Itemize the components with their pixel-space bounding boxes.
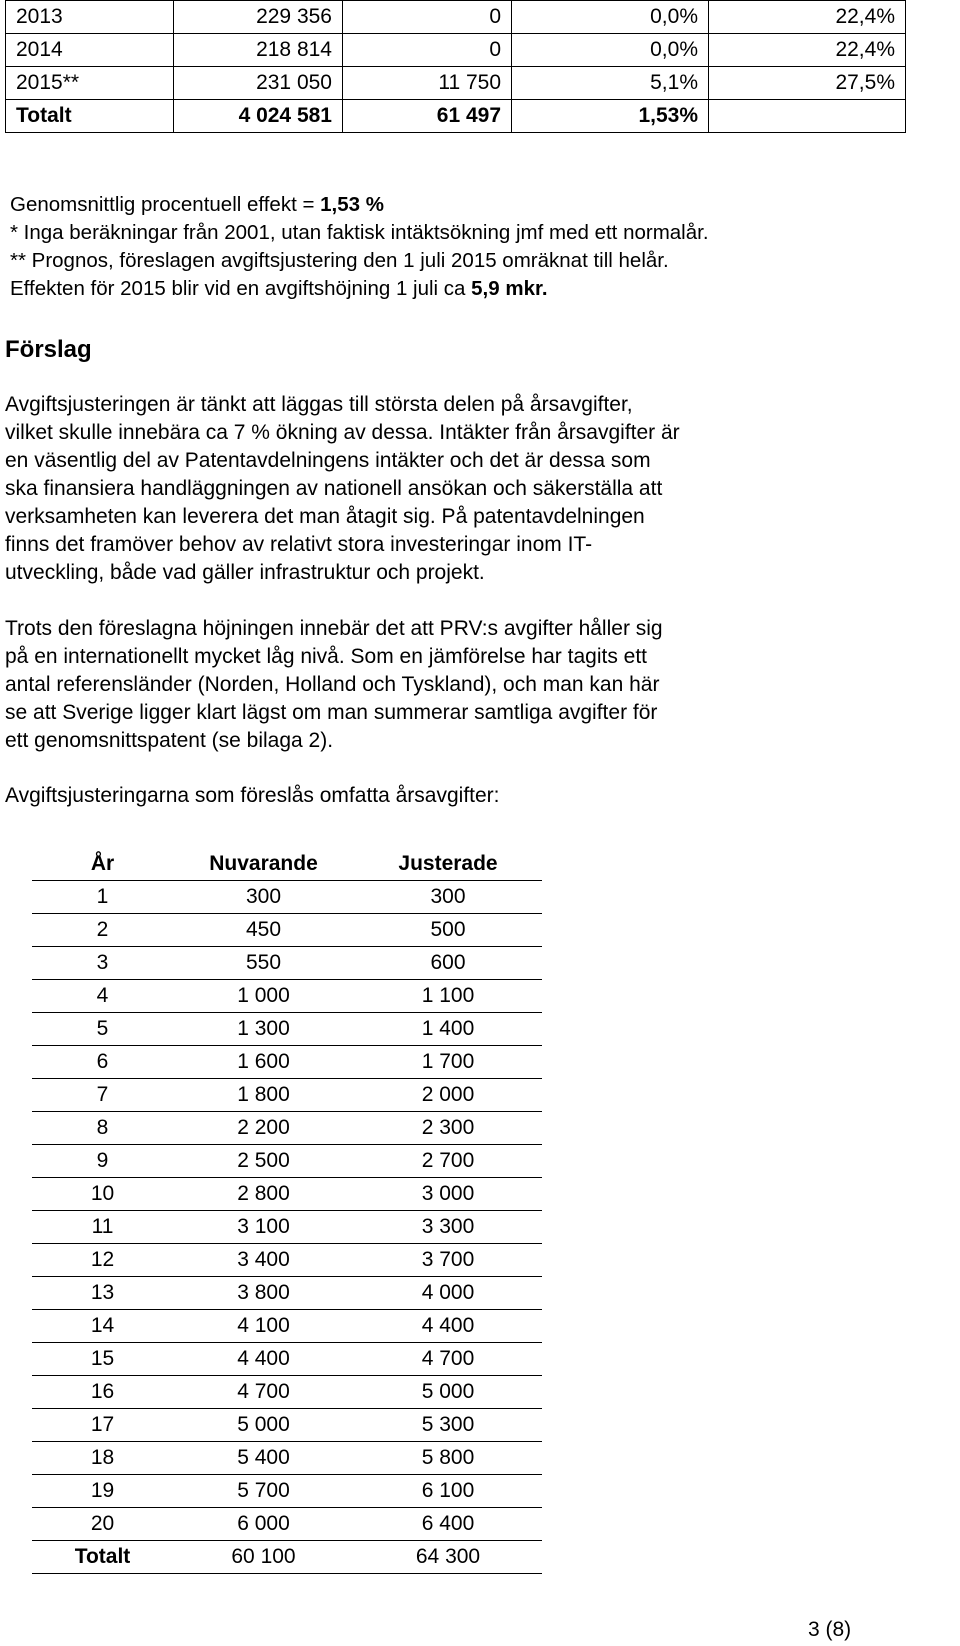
table-row: [32, 1079, 542, 1112]
table-cell: Totalt: [6, 100, 174, 133]
table-cell: 27,5%: [709, 67, 906, 100]
table-row: [32, 1343, 542, 1376]
table-cell: 22,4%: [709, 1, 906, 34]
table-cell: 6 100: [354, 1475, 542, 1508]
table-cell: 4 024 581: [174, 100, 343, 133]
table-cell: 6 400: [354, 1508, 542, 1541]
paragraph-line: finns det framöver behov av relativt stora investeringar inom IT-: [5, 533, 593, 556]
table-cell: 0: [343, 34, 512, 67]
table-cell: 3 800: [173, 1277, 354, 1310]
table-cell: 2 000: [354, 1079, 542, 1112]
effect-value: 5,9 mkr.: [471, 277, 548, 300]
table-cell: 1 300: [173, 1013, 354, 1046]
table-cell: 13: [32, 1277, 173, 1310]
table-row: [6, 67, 906, 100]
table-cell: 3 400: [173, 1244, 354, 1277]
table-cell: 3 000: [354, 1178, 542, 1211]
table-cell: 2015**: [6, 67, 174, 100]
table-cell: 1 400: [354, 1013, 542, 1046]
paragraph-line: se att Sverige ligger klart lägst om man summerar samtliga avgifter för: [5, 701, 658, 724]
table-row: [32, 1277, 542, 1310]
table-cell: 11: [32, 1211, 173, 1244]
table-row: [32, 1145, 542, 1178]
table-row: [32, 1409, 542, 1442]
table-cell: 6: [32, 1046, 173, 1079]
table-cell: 550: [173, 947, 354, 980]
paragraph-1: [5, 391, 755, 587]
paragraph-line: Avgiftsjusteringen är tänkt att läggas till största delen på årsavgifter,: [5, 393, 633, 416]
table-cell: 5 400: [173, 1442, 354, 1475]
table-row: [32, 1211, 542, 1244]
table-cell: 5 300: [354, 1409, 542, 1442]
table-cell: 22,4%: [709, 34, 906, 67]
table-cell: 2 800: [173, 1178, 354, 1211]
table-cell: 1 100: [354, 980, 542, 1013]
table-cell: 4: [32, 980, 173, 1013]
paragraph-3: [5, 782, 755, 810]
table-row: [32, 914, 542, 947]
table-cell: 1 700: [354, 1046, 542, 1079]
table-cell: 14: [32, 1310, 173, 1343]
table-row: [6, 34, 906, 67]
table-cell: 5: [32, 1013, 173, 1046]
table-cell: 300: [354, 881, 542, 914]
average-effect-value: 1,53 %: [320, 193, 384, 216]
table-cell: 1,53%: [512, 100, 709, 133]
table-cell: 5 000: [354, 1376, 542, 1409]
table-cell: 600: [354, 947, 542, 980]
table-cell: 0,0%: [512, 1, 709, 34]
paragraph-2: [5, 615, 755, 755]
table-cell: 20: [32, 1508, 173, 1541]
table-cell: 450: [173, 914, 354, 947]
table-cell: [709, 100, 906, 133]
table-total-row: [32, 1541, 542, 1574]
paragraph-line: ska finansiera handläggningen av nationell ansökan och säkerställa att: [5, 477, 663, 500]
table-cell: 2013: [6, 1, 174, 34]
table-cell: 15: [32, 1343, 173, 1376]
table-cell: 2: [32, 914, 173, 947]
average-effect-line: [10, 191, 709, 219]
paragraph-line: ett genomsnittspatent (se bilaga 2).: [5, 729, 334, 752]
table-cell: 10: [32, 1178, 173, 1211]
table-cell: 5 000: [173, 1409, 354, 1442]
table-cell: 2 500: [173, 1145, 354, 1178]
table-cell: 3 700: [354, 1244, 542, 1277]
table-row: [32, 1310, 542, 1343]
table-cell: 1 800: [173, 1079, 354, 1112]
header-current: Nuvarande: [173, 838, 354, 881]
table-cell: 4 400: [354, 1310, 542, 1343]
table-cell: 64 300: [354, 1541, 542, 1574]
table-row: [32, 1112, 542, 1145]
table-row: [32, 1013, 542, 1046]
table-cell: 3 100: [173, 1211, 354, 1244]
table-cell: 1 600: [173, 1046, 354, 1079]
table-cell: 2 300: [354, 1112, 542, 1145]
header-year: År: [32, 838, 173, 881]
table-row: [32, 1046, 542, 1079]
table-cell: 2 200: [173, 1112, 354, 1145]
table-cell: 0: [343, 1, 512, 34]
table-row: [32, 947, 542, 980]
table-cell: 11 750: [343, 67, 512, 100]
revenue-effect-table: [5, 0, 906, 133]
paragraph-line: på en internationellt mycket låg nivå. Som en jämförelse har tagits ett: [5, 645, 647, 668]
table-cell: 4 700: [354, 1343, 542, 1376]
table-row: [6, 100, 906, 133]
table-cell: 229 356: [174, 1, 343, 34]
table-row: [6, 1, 906, 34]
paragraph-line: Trots den föreslagna höjningen innebär det att PRV:s avgifter håller sig: [5, 617, 663, 640]
table-row: [32, 980, 542, 1013]
table-row: [32, 1244, 542, 1277]
table-row: [32, 1376, 542, 1409]
table-cell: 7: [32, 1079, 173, 1112]
table-cell: 60 100: [173, 1541, 354, 1574]
paragraph-line: antal referensländer (Norden, Holland och Tyskland), och man kan här: [5, 673, 660, 696]
table-cell: Totalt: [32, 1541, 173, 1574]
table-row: [32, 881, 542, 914]
table-cell: 1: [32, 881, 173, 914]
table-cell: 5 700: [173, 1475, 354, 1508]
table-cell: 2 700: [354, 1145, 542, 1178]
table-cell: 0,0%: [512, 34, 709, 67]
table-row: [32, 1508, 542, 1541]
table-cell: 300: [173, 881, 354, 914]
annual-fee-table: [32, 838, 542, 1574]
table-cell: 3: [32, 947, 173, 980]
table-cell: 4 400: [173, 1343, 354, 1376]
table-cell: 17: [32, 1409, 173, 1442]
table-cell: 9: [32, 1145, 173, 1178]
footnote-2: ** Prognos, föreslagen avgiftsjustering den 1 juli 2015 omräknat till helår.: [10, 249, 669, 272]
table-cell: 12: [32, 1244, 173, 1277]
paragraph-line: utveckling, både vad gäller infrastruktur och projekt.: [5, 561, 485, 584]
table-cell: 218 814: [174, 34, 343, 67]
paragraph-line: verksamheten kan leverera det man åtagit sig. På patentavdelningen: [5, 505, 645, 528]
table-cell: 6 000: [173, 1508, 354, 1541]
notes-block: [10, 191, 709, 303]
average-effect-label: Genomsnittlig procentuell effekt =: [10, 193, 321, 216]
fee-table-header-row: [32, 838, 542, 881]
table-cell: 5 800: [354, 1442, 542, 1475]
table-cell: 4 100: [173, 1310, 354, 1343]
table-cell: 231 050: [174, 67, 343, 100]
effect-line: [10, 275, 709, 303]
table-cell: 8: [32, 1112, 173, 1145]
footnote-1: * Inga beräkningar från 2001, utan faktisk intäktsökning jmf med ett normalår.: [10, 221, 709, 244]
table-cell: 500: [354, 914, 542, 947]
section-heading: Förslag: [5, 336, 92, 363]
table-cell: 19: [32, 1475, 173, 1508]
paragraph-line: vilket skulle innebära ca 7 % ökning av dessa. Intäkter från årsavgifter är: [5, 421, 680, 444]
table-row: [32, 1442, 542, 1475]
table-cell: 1 000: [173, 980, 354, 1013]
header-adjusted: Justerade: [354, 838, 542, 881]
effect-text: Effekten för 2015 blir vid en avgiftshöjning 1 juli ca: [10, 277, 472, 300]
table-cell: 61 497: [343, 100, 512, 133]
table-cell: 5,1%: [512, 67, 709, 100]
table-cell: 16: [32, 1376, 173, 1409]
table-cell: 4 700: [173, 1376, 354, 1409]
table-cell: 18: [32, 1442, 173, 1475]
table-cell: 3 300: [354, 1211, 542, 1244]
table-row: [32, 1475, 542, 1508]
table-row: [32, 1178, 542, 1211]
paragraph-line: en väsentlig del av Patentavdelningens intäkter och det är dessa som: [5, 449, 651, 472]
paragraph-3-line: Avgiftsjusteringarna som föreslås omfatta årsavgifter:: [5, 784, 500, 807]
page-number: 3 (8): [808, 1618, 852, 1641]
table-cell: 4 000: [354, 1277, 542, 1310]
table-cell: 2014: [6, 34, 174, 67]
